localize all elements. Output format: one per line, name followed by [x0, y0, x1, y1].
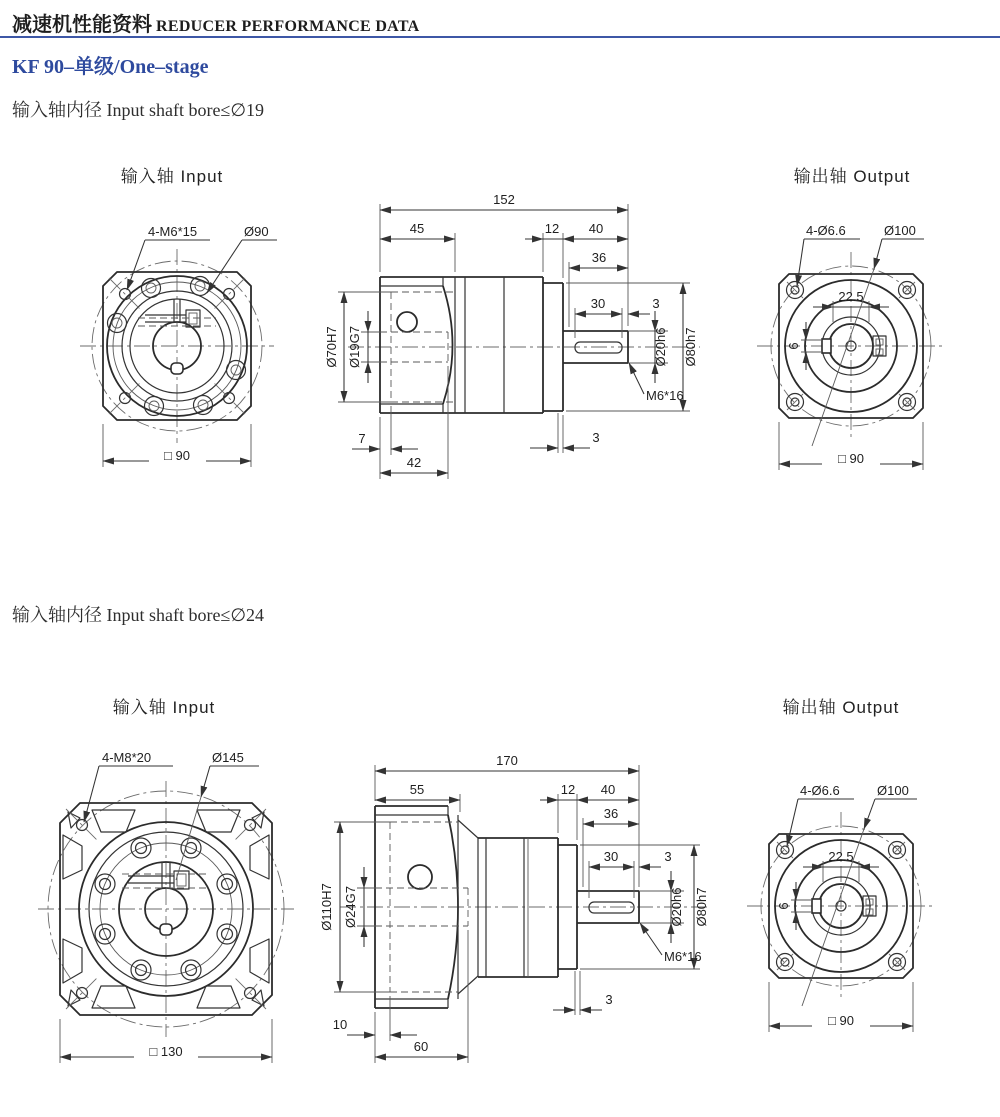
- dim-front-step: [540, 782, 577, 840]
- dim-152: 152: [493, 192, 515, 207]
- input-view-title: 输入轴 Input: [120, 167, 224, 186]
- output-view-title: 输出轴 Output: [782, 698, 900, 717]
- dim-40: 40: [588, 221, 604, 236]
- dim-m6x16: M6*16: [646, 388, 684, 403]
- bore-keyway-notch: [171, 363, 183, 374]
- dim-12: 12: [544, 221, 560, 236]
- dim-30: 30: [603, 849, 619, 864]
- dim-shoulder: [569, 250, 628, 327]
- input-view-title: 输入轴 Input: [112, 698, 216, 717]
- dim-front-gap: [553, 971, 613, 1015]
- side-section-view: [319, 753, 710, 1063]
- dim-o19g7: Ø19G7: [347, 326, 362, 368]
- dim-22-5: 22.5: [828, 849, 854, 864]
- shaft-keyway: [589, 902, 634, 913]
- input-bolt-label: 4-M8*20: [102, 750, 152, 765]
- clamp-access-hole: [408, 865, 432, 889]
- dim-22-5: 22.5: [838, 289, 864, 304]
- input-pilot-label: Ø145: [212, 750, 244, 765]
- input-front-view: [80, 224, 277, 467]
- input-bolt-label: 4-M6*15: [148, 224, 198, 239]
- dim-45: 45: [409, 221, 425, 236]
- dim-7: 7: [358, 431, 366, 446]
- dim-3a: 3: [664, 849, 672, 864]
- input-width-label: □ 90: [164, 448, 190, 463]
- side-section-view: [324, 192, 700, 479]
- dim-o20h6: Ø20h6: [653, 327, 668, 367]
- label-bolt-holes: [84, 750, 173, 822]
- output-width-label: □ 90: [838, 451, 864, 466]
- dim-36: 36: [591, 250, 607, 265]
- label-bolt-holes: [127, 224, 210, 290]
- bore-keyway-notch: [160, 924, 172, 935]
- output-front-view: [747, 783, 935, 1032]
- output-bolt-label: 4-Ø6.6: [800, 783, 840, 798]
- dim-flange-length: [380, 221, 455, 272]
- dim-bore-depth: [375, 930, 468, 1063]
- output-pilot-label: Ø100: [884, 223, 916, 238]
- dim-front-step: [525, 221, 563, 278]
- dim-3a: 3: [652, 296, 660, 311]
- dim-shaft-length: [577, 782, 639, 800]
- dim-shaft-length: [563, 221, 628, 239]
- dim-flange-length: [375, 782, 460, 812]
- dim-o80h7: Ø80h7: [694, 887, 709, 927]
- housing-outline: [380, 277, 563, 413]
- dim-o20h6: Ø20h6: [669, 887, 684, 927]
- dim-60: 60: [413, 1039, 429, 1054]
- dim-10: 10: [332, 1017, 348, 1032]
- clamp-access-hole: [397, 312, 417, 332]
- drawing-row-bore24: [38, 698, 935, 1063]
- header-title-en: REDUCER PERFORMANCE DATA: [156, 18, 420, 35]
- label-tap-hole: [629, 363, 684, 403]
- label-pilot-diameter: [207, 224, 277, 293]
- output-pilot-label: Ø100: [877, 783, 909, 798]
- drawing-row-bore19: [80, 167, 945, 479]
- output-keyway: [822, 339, 831, 353]
- dim-front-gap: [530, 413, 600, 453]
- dim-3b: 3: [605, 992, 613, 1007]
- label-pilot-diameter: [176, 750, 259, 880]
- dim-shoulder: [583, 806, 639, 887]
- output-keyway: [812, 899, 821, 913]
- dim-m6x16: M6*16: [664, 949, 702, 964]
- model-title: KF 90–单级/One–stage: [12, 56, 209, 78]
- dim-6: 6: [776, 902, 791, 910]
- dim-40: 40: [600, 782, 616, 797]
- shaft-keyway: [575, 342, 622, 353]
- dim-42: 42: [406, 455, 422, 470]
- dim-36: 36: [603, 806, 619, 821]
- input-pilot-label: Ø90: [244, 224, 269, 239]
- section1-bore-label: 输入轴内径 Input shaft bore≤∅19: [12, 100, 265, 120]
- dim-o24g7: Ø24G7: [343, 886, 358, 928]
- dim-flange-width: [103, 424, 251, 467]
- dim-6: 6: [786, 342, 801, 350]
- dim-55: 55: [409, 782, 425, 797]
- output-bolt-label: 4-Ø6.6: [806, 223, 846, 238]
- label-pilot-diameter: [812, 223, 924, 446]
- output-front-view: [757, 223, 945, 470]
- dim-o70h7: Ø70H7: [324, 326, 339, 368]
- section2-bore-label: 输入轴内径 Input shaft bore≤∅24: [12, 605, 265, 625]
- dim-30: 30: [590, 296, 606, 311]
- input-front-view: [38, 750, 294, 1063]
- label-bolt-holes: [787, 783, 854, 846]
- dim-bore-depth: [380, 366, 448, 479]
- dim-12: 12: [560, 782, 576, 797]
- dim-170: 170: [496, 753, 518, 768]
- output-width-label: □ 90: [828, 1013, 854, 1028]
- header-title-zh: 减速机性能资料: [12, 14, 152, 36]
- dim-o80h7: Ø80h7: [683, 327, 698, 367]
- dim-3b: 3: [592, 430, 600, 445]
- output-view-title: 输出轴 Output: [793, 167, 911, 186]
- dim-o110h7: Ø110H7: [319, 883, 334, 931]
- input-width-label: □ 130: [149, 1044, 183, 1059]
